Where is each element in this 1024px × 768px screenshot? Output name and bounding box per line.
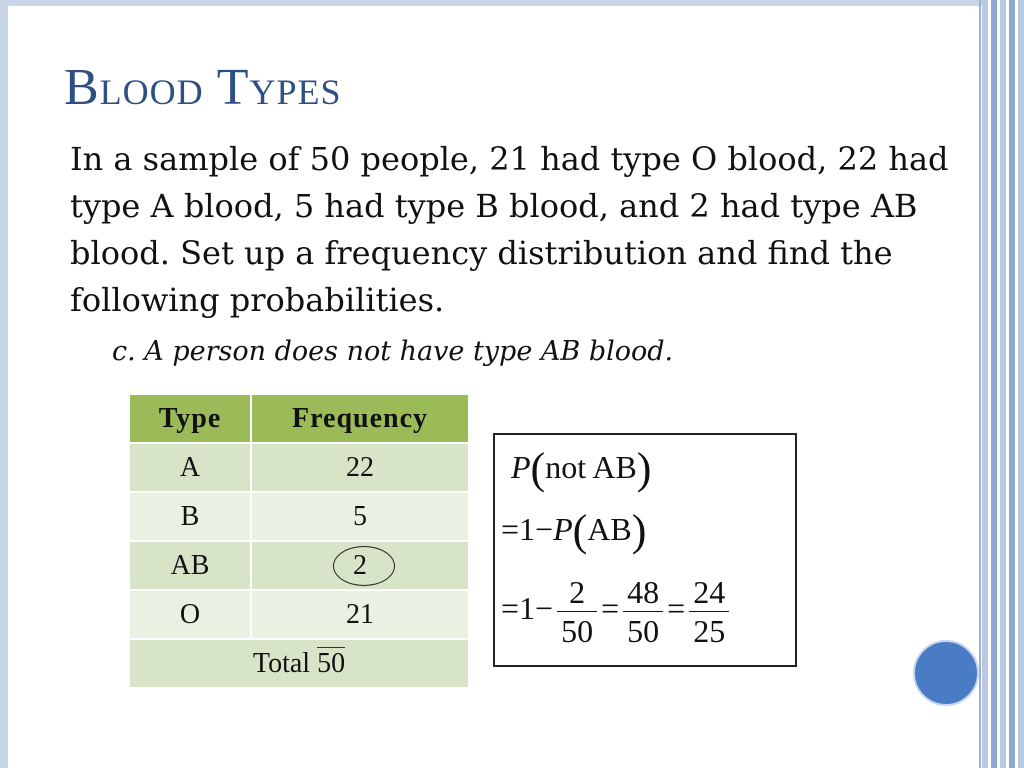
cell-frequency: 5 [251,492,469,541]
open-paren: ( [572,506,588,555]
table-total-row [129,639,469,688]
slide-frame-divider [979,0,981,768]
p-symbol: P [511,449,531,485]
slide-frame-left [0,0,8,768]
slide-frame-right-stripes [982,0,1024,768]
circled-frequency: 2 [343,550,377,582]
equals-sign: = [667,589,686,626]
one: 1 [519,589,536,626]
equals-sign: = [601,589,620,626]
header-frequency: Frequency [251,394,469,443]
problem-statement: In a sample of 50 people, 21 had type O blood, 22 had type A blood, 5 had type B blood, and 2 had type AB blood. Set up a frequency distribution and find the following probabilities. [70,140,949,319]
cell-frequency: 22 [251,443,469,492]
fraction-denominator: 50 [561,613,594,649]
slide-nav-dot[interactable] [913,640,979,706]
equals-sign: = [501,589,520,626]
close-paren: ) [636,444,652,493]
ab-text: AB [587,511,632,547]
open-paren: ( [530,444,546,493]
fraction-2-50 [557,573,597,650]
probability-solution-box [493,433,797,667]
minus-sign: − [535,589,554,626]
table-row [129,541,469,590]
fraction-denominator: 25 [693,613,726,649]
frequency-table [128,393,470,689]
cell-type: B [129,492,251,541]
header-type: Type [129,394,251,443]
math-line-2 [501,505,646,556]
table-row [129,492,469,541]
fraction-numerator: 2 [557,573,597,612]
table-row [129,590,469,639]
p-symbol: P [553,511,573,547]
not-ab-text: not AB [545,449,637,485]
table-row [129,443,469,492]
one: 1 [519,511,536,547]
cell-frequency: 21 [251,590,469,639]
cell-type: O [129,590,251,639]
slide-title: Blood Types [64,59,342,116]
cell-total [129,639,469,688]
cell-type: AB [129,541,251,590]
sub-question: c. A person does not have type AB blood. [112,336,674,367]
math-line-1 [511,443,651,494]
fraction-denominator: 50 [627,613,660,649]
total-value: 50 [317,647,346,679]
fraction-numerator: 48 [623,573,663,612]
math-line-3 [501,573,733,650]
cell-type: A [129,443,251,492]
slide-frame-top [0,0,1024,6]
fraction-24-25 [689,573,729,650]
minus-sign: − [535,511,554,547]
close-paren: ) [631,506,647,555]
table-header-row [129,394,469,443]
equals-sign: = [501,511,520,547]
fraction-numerator: 24 [689,573,729,612]
total-label: Total [252,647,311,679]
fraction-48-50 [623,573,663,650]
cell-frequency [251,541,469,590]
